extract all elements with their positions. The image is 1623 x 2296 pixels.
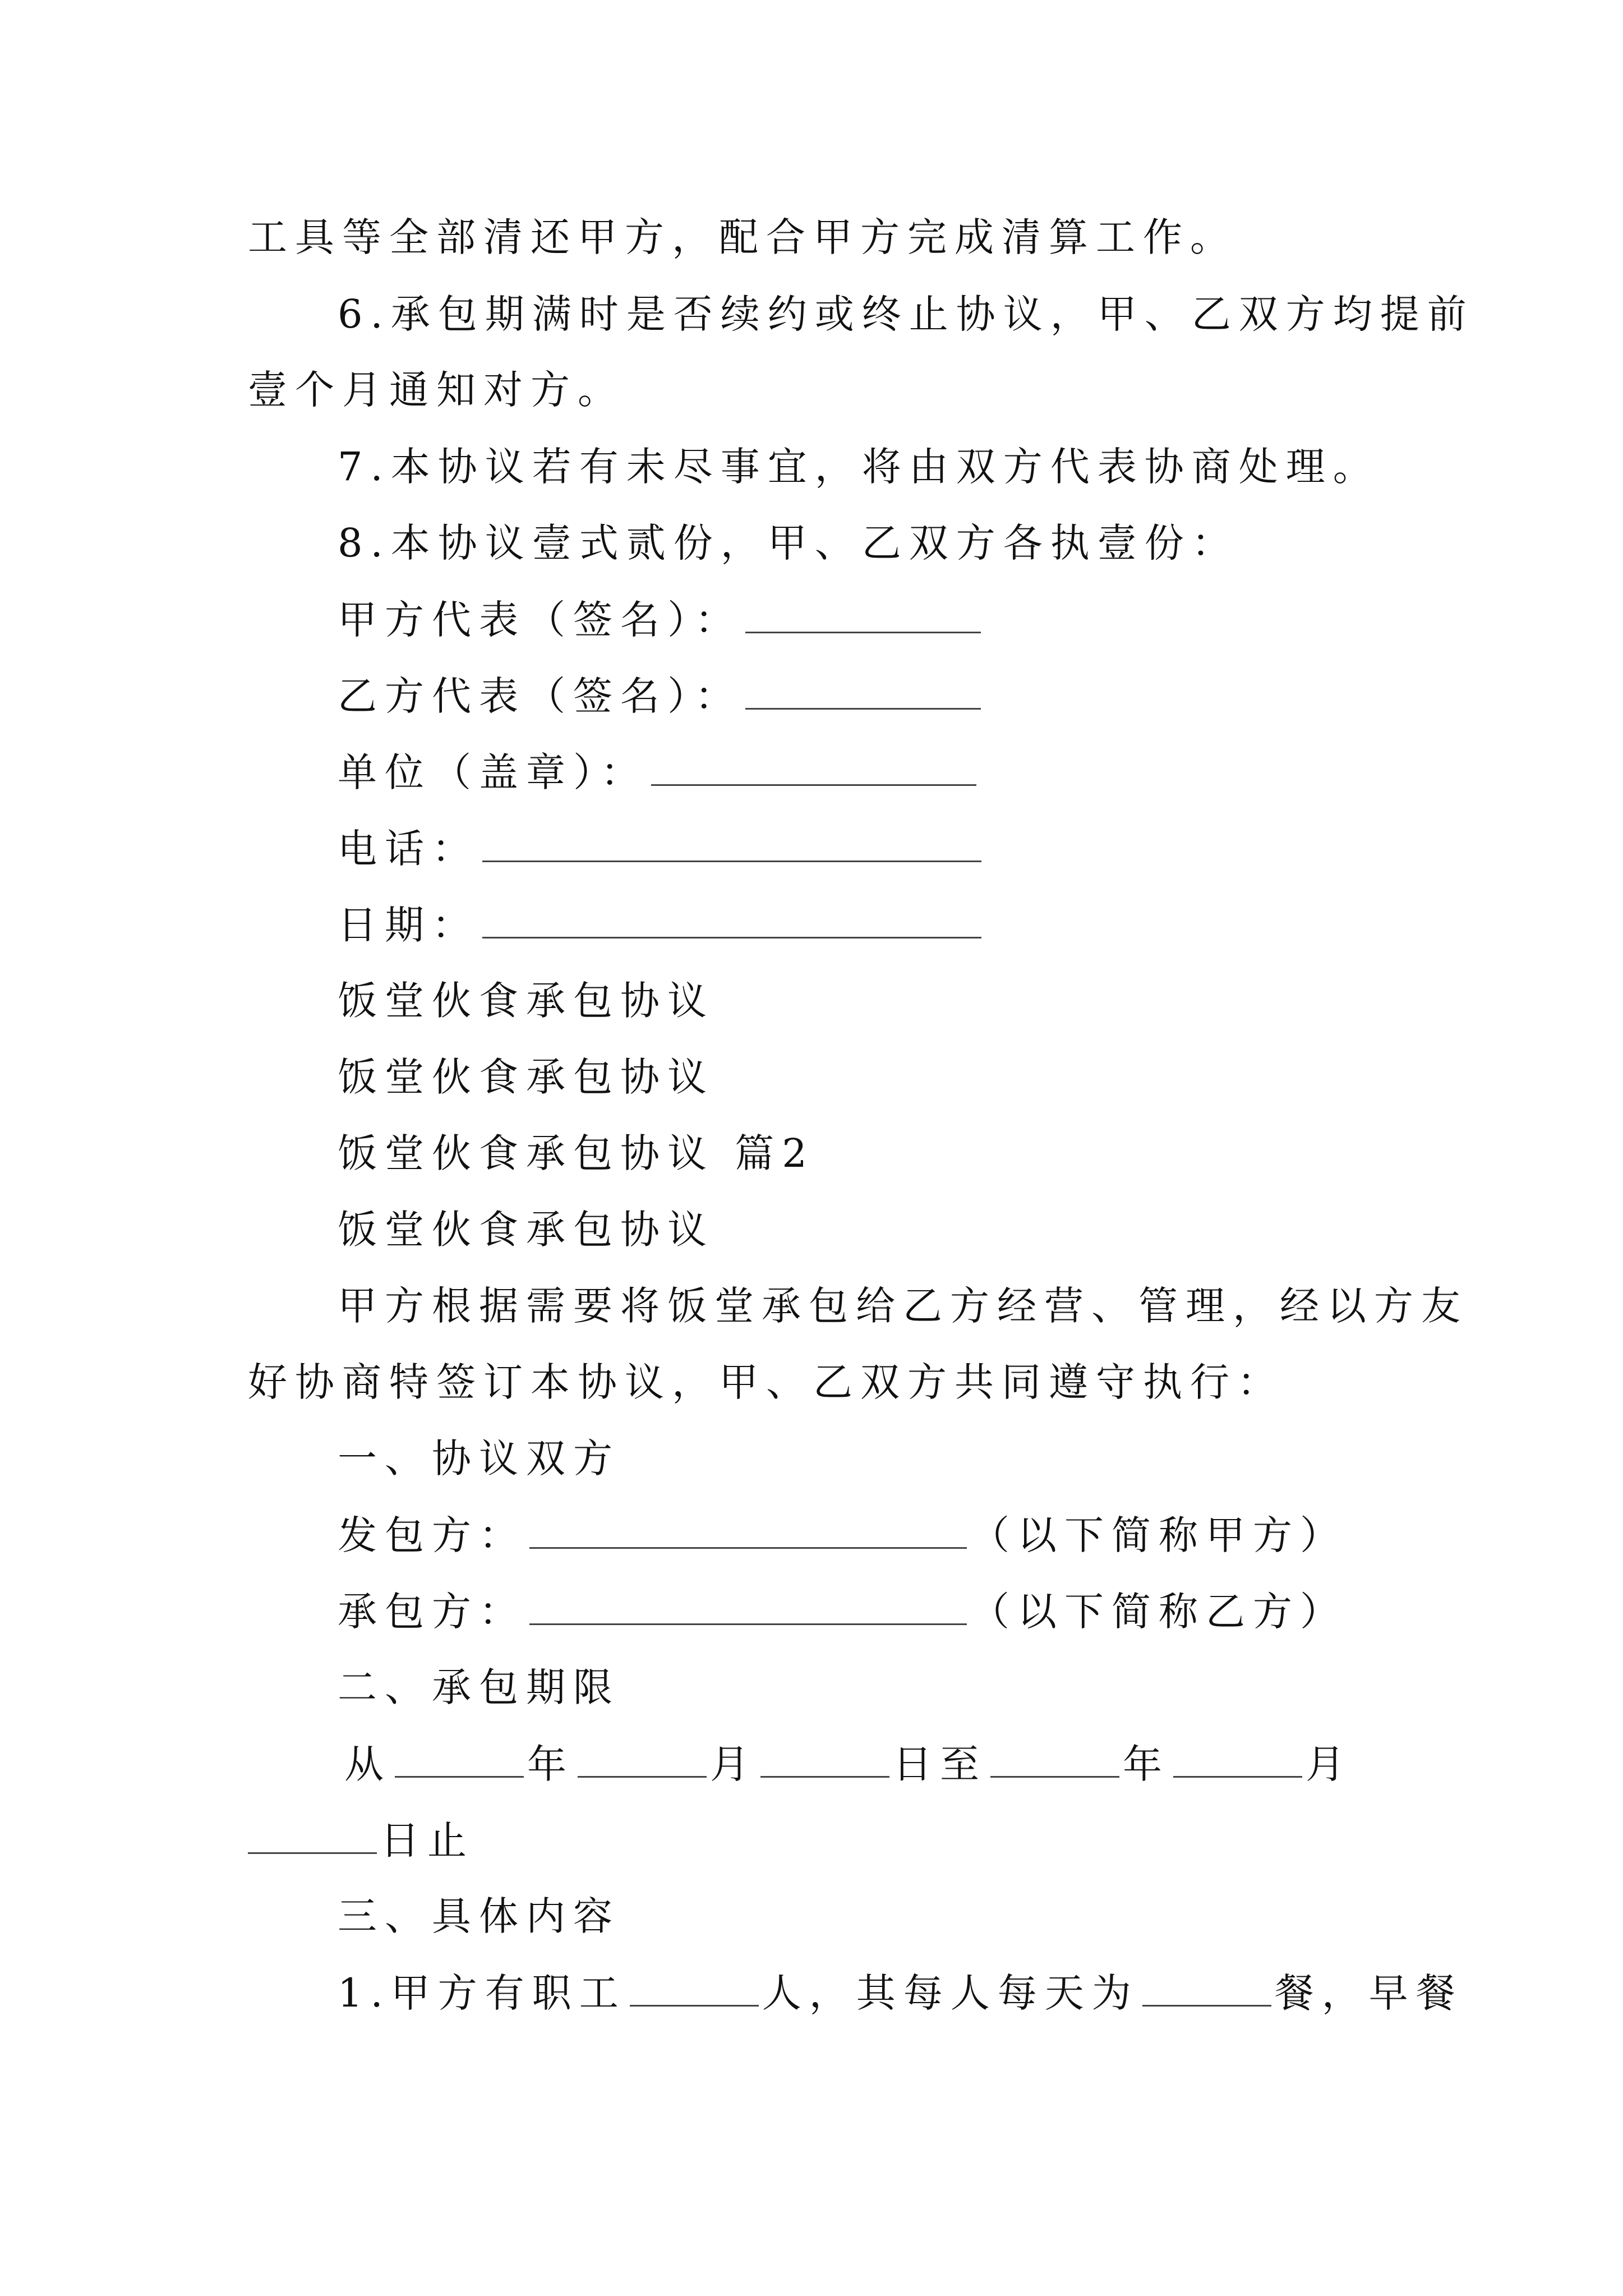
field-label: 甲方代表（签名）： [338,597,742,643]
section-heading: 一、协议双方 [338,1435,620,1481]
term-text: 日至 [893,1741,987,1787]
term-text: 年 [1123,1741,1170,1787]
stamp-blank[interactable] [651,744,976,786]
term-blank[interactable] [578,1736,707,1778]
paragraph-line: 工具等全部清还甲方，配合甲方完成清算工作。 [248,214,1237,260]
signature-blank[interactable] [745,668,981,710]
signature-field-party-b [338,668,984,724]
item-text: 1.甲方有职工 [338,1970,626,2016]
party-a-field [338,1507,1347,1563]
party-b-field [338,1583,1347,1640]
paragraph-line: 甲方根据需要将饭堂承包给乙方经营、管理，经以方友 [338,1283,1468,1329]
phone-blank[interactable] [482,820,981,862]
party-a-blank[interactable] [529,1507,967,1549]
term-blank[interactable] [990,1736,1119,1778]
staff-count-blank[interactable] [630,1964,759,2007]
paragraph-line: 7.本协议若有未尽事宜，将由双方代表协商处理。 [338,444,1380,490]
meal-count-blank[interactable] [1142,1964,1271,2007]
field-label: 乙方代表（签名）： [338,673,742,719]
term-text: 月 [710,1741,757,1787]
term-blank[interactable] [248,1812,377,1854]
field-label: 单位（盖章）： [338,749,648,795]
field-label: 日期： [338,902,479,948]
content-item-1 [338,1964,1463,2021]
section-heading: 三、具体内容 [338,1893,620,1939]
field-note: （以下简称甲方） [970,1512,1347,1558]
field-label: 承包方： [338,1589,526,1635]
field-note: （以下简称乙方） [970,1589,1347,1635]
term-blank[interactable] [1173,1736,1302,1778]
date-blank[interactable] [482,896,981,938]
field-label: 发包方： [338,1512,526,1558]
paragraph-line: 8.本协议壹式贰份，甲、乙双方各执壹份： [338,520,1239,566]
document-title: 饭堂伙食承包协议 [338,1054,714,1100]
signature-field-party-a [338,591,984,648]
item-text: 餐，早餐 [1274,1970,1463,2016]
term-blank[interactable] [760,1736,889,1778]
party-b-blank[interactable] [529,1583,967,1625]
field-label: 电话： [338,826,479,872]
paragraph-line: 好协商特签订本协议，甲、乙双方共同遵守执行： [248,1359,1284,1405]
phone-field [338,820,985,877]
paragraph-line: 6.承包期满时是否续约或终止协议，甲、乙双方均提前 [338,291,1474,337]
term-text: 从 [344,1741,391,1787]
term-period-line [344,1736,1353,1792]
term-text: 月 [1306,1741,1353,1787]
term-period-line-cont [248,1812,474,1869]
date-field [338,896,985,953]
signature-blank[interactable] [745,591,981,633]
document-title: 饭堂伙食承包协议 篇2 [338,1130,815,1176]
term-text: 日止 [380,1818,474,1864]
document-title: 饭堂伙食承包协议 [338,978,714,1024]
term-text: 年 [527,1741,574,1787]
paragraph-line: 壹个月通知对方。 [248,367,625,413]
unit-stamp-field [338,744,980,800]
item-text: 人，其每人每天为 [762,1970,1139,2016]
section-heading: 二、承包期限 [338,1664,620,1710]
term-blank[interactable] [395,1736,524,1778]
document-title: 饭堂伙食承包协议 [338,1207,714,1253]
